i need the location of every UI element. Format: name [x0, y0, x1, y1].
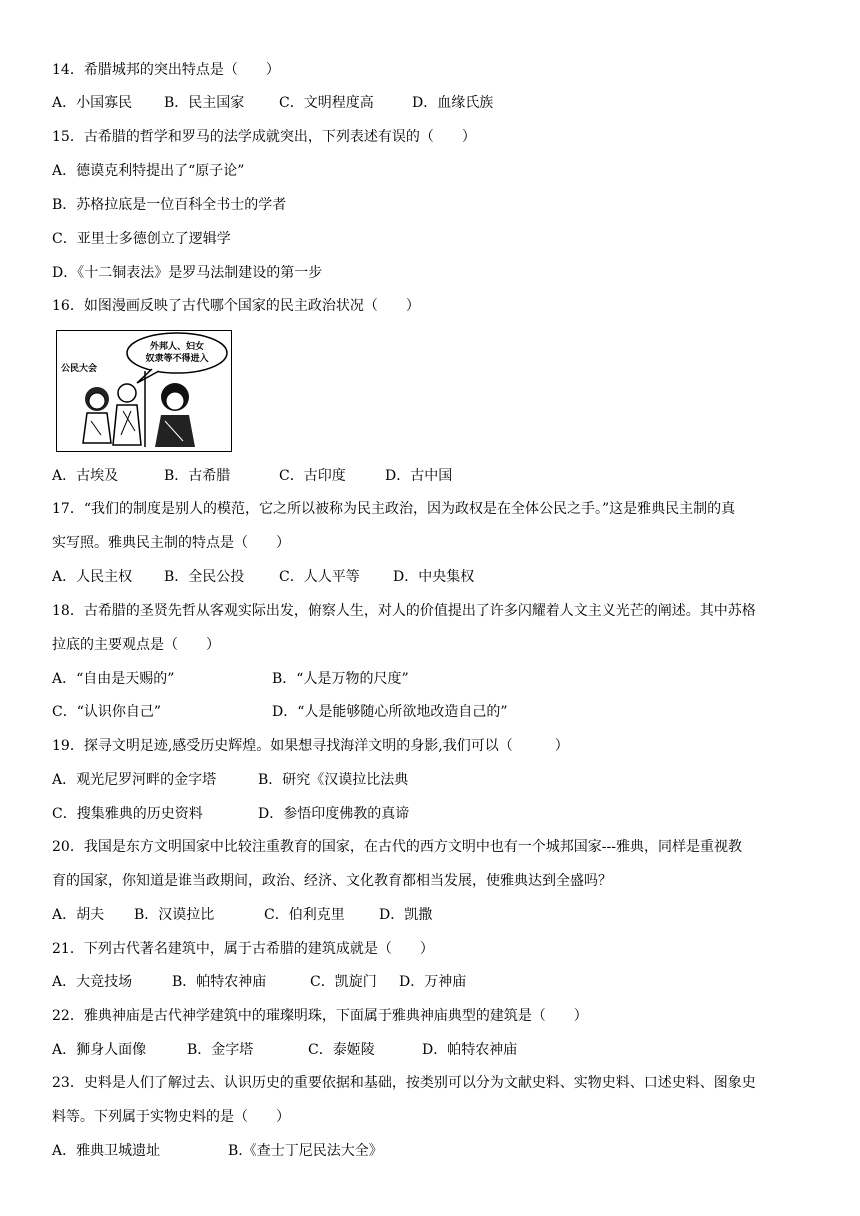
q14-option-d: D．血缘氏族: [412, 95, 494, 111]
bubble-text-line1: 外邦人、妇女: [149, 342, 205, 352]
q21-option-a: A．大竞技场: [52, 974, 133, 990]
q21-option-b: B．帕特农神庙: [172, 974, 267, 990]
q15-option-d: D．《十二铜表法》是罗马法制建设的第一步: [52, 265, 323, 281]
q16-option-b: B．古希腊: [164, 468, 231, 484]
q17-option-c: C．人人平等: [279, 569, 360, 585]
q17-option-b: B．全民公投: [164, 569, 245, 585]
q19-option-a: A．观光尼罗河畔的金字塔: [52, 772, 217, 788]
question-18-stem-line2: 拉底的主要观点是（ ）: [52, 637, 220, 653]
foreigner-figure: [113, 371, 145, 447]
question-17-stem-line2: 实写照。雅典民主制的特点是（ ）: [52, 535, 290, 551]
q19-option-b: B．研究《汉谟拉比法典: [258, 772, 409, 788]
question-20-stem-line2: 育的国家，你知道是谁当政期间，政治、经济、文化教育都相当发展，使雅典达到全盛吗？: [52, 873, 612, 889]
q18-option-b: B．“人是万物的尺度”: [272, 671, 409, 687]
question-23-stem-line2: 料等。下列属于实物史料的是（ ）: [52, 1109, 290, 1125]
question-23-stem-line1: 23．史料是人们了解过去、认识历史的重要依据和基础，按类别可以分为文献史料、实物史料、口述史料、图象史: [52, 1075, 756, 1091]
question-16-stem: 16．如图漫画反映了古代哪个国家的民主政治状况（ ）: [52, 298, 420, 314]
q19-option-d: D．参悟印度佛教的真谛: [258, 806, 410, 822]
q14-option-c: C．文明程度高: [279, 95, 374, 111]
q18-option-d: D．“人是能够随心所欲地改造自己的”: [272, 704, 508, 720]
q22-option-c: C．泰姬陵: [308, 1042, 375, 1058]
q14-option-a: A．小国寡民: [52, 95, 133, 111]
woman-figure: [83, 387, 111, 443]
question-18-stem-line1: 18．古希腊的圣贤先哲从客观实际出发，俯察人生，对人的价值提出了许多闪耀着人文主义光芒的阐述。其中苏格: [52, 603, 756, 619]
cartoon-drawing: [57, 331, 231, 451]
q21-option-d: D．万神庙: [399, 974, 467, 990]
q20-option-c: C．伯利克里: [264, 907, 345, 923]
q20-option-b: B．汉谟拉比: [134, 907, 215, 923]
q14-option-b: B．民主国家: [164, 95, 245, 111]
assembly-label: 公民大会: [61, 364, 98, 374]
q17-option-d: D．中央集权: [393, 569, 475, 585]
question-22-stem: 22．雅典神庙是古代神学建筑中的璀璨明珠，下面属于雅典神庙典型的建筑是（ ）: [52, 1008, 588, 1024]
q20-option-a: A．胡夫: [52, 907, 105, 923]
bubble-text-line2: 奴隶等不得进入: [145, 354, 209, 364]
q15-option-c: C．亚里士多德创立了逻辑学: [52, 231, 231, 247]
question-21-stem: 21．下列古代著名建筑中，属于古希腊的建筑成就是（ ）: [52, 941, 434, 957]
question-15-stem: 15．古希腊的哲学和罗马的法学成就突出，下列表述有误的（ ）: [52, 129, 476, 145]
question-20-stem-line1: 20．我国是东方文明国家中比较注重教育的国家，在古代的西方文明中也有一个城邦国家---雅典，同样是重视教: [52, 839, 743, 855]
q18-option-c: C．“认识你自己”: [52, 704, 162, 720]
question-19-stem: 19．探寻文明足迹,感受历史辉煌。如果想寻找海洋文明的身影,我们可以（ ）: [52, 738, 569, 754]
q16-option-c: C．古印度: [279, 468, 346, 484]
q16-option-d: D．古中国: [385, 468, 453, 484]
q19-option-c: C．搜集雅典的历史资料: [52, 806, 203, 822]
q22-option-b: B．金字塔: [187, 1042, 254, 1058]
q16-option-a: A．古埃及: [52, 468, 119, 484]
q21-option-c: C．凯旋门: [310, 974, 377, 990]
q22-option-d: D．帕特农神庙: [422, 1042, 518, 1058]
q23-option-a: A．雅典卫城遗址: [52, 1143, 161, 1159]
q15-option-a: A．德谟克利特提出了“原子论”: [52, 163, 245, 179]
q15-option-b: B．苏格拉底是一位百科全书士的学者: [52, 197, 287, 213]
question-14-stem: 14．希腊城邦的突出特点是（ ）: [52, 62, 280, 78]
q22-option-a: A．狮身人面像: [52, 1042, 147, 1058]
q20-option-d: D．凯撒: [379, 907, 433, 923]
q23-option-b: B.《查士丁尼民法大全》: [228, 1143, 383, 1159]
question-17-stem-line1: 17．“我们的制度是别人的模范，它之所以被称为民主政治，因为政权是在全体公民之手。”这是雅典民主制的真: [52, 501, 736, 517]
q17-option-a: A．人民主权: [52, 569, 133, 585]
q18-option-a: A．“自由是天赐的”: [52, 671, 175, 687]
guard-figure: [155, 383, 195, 447]
cartoon-image: [56, 330, 232, 452]
